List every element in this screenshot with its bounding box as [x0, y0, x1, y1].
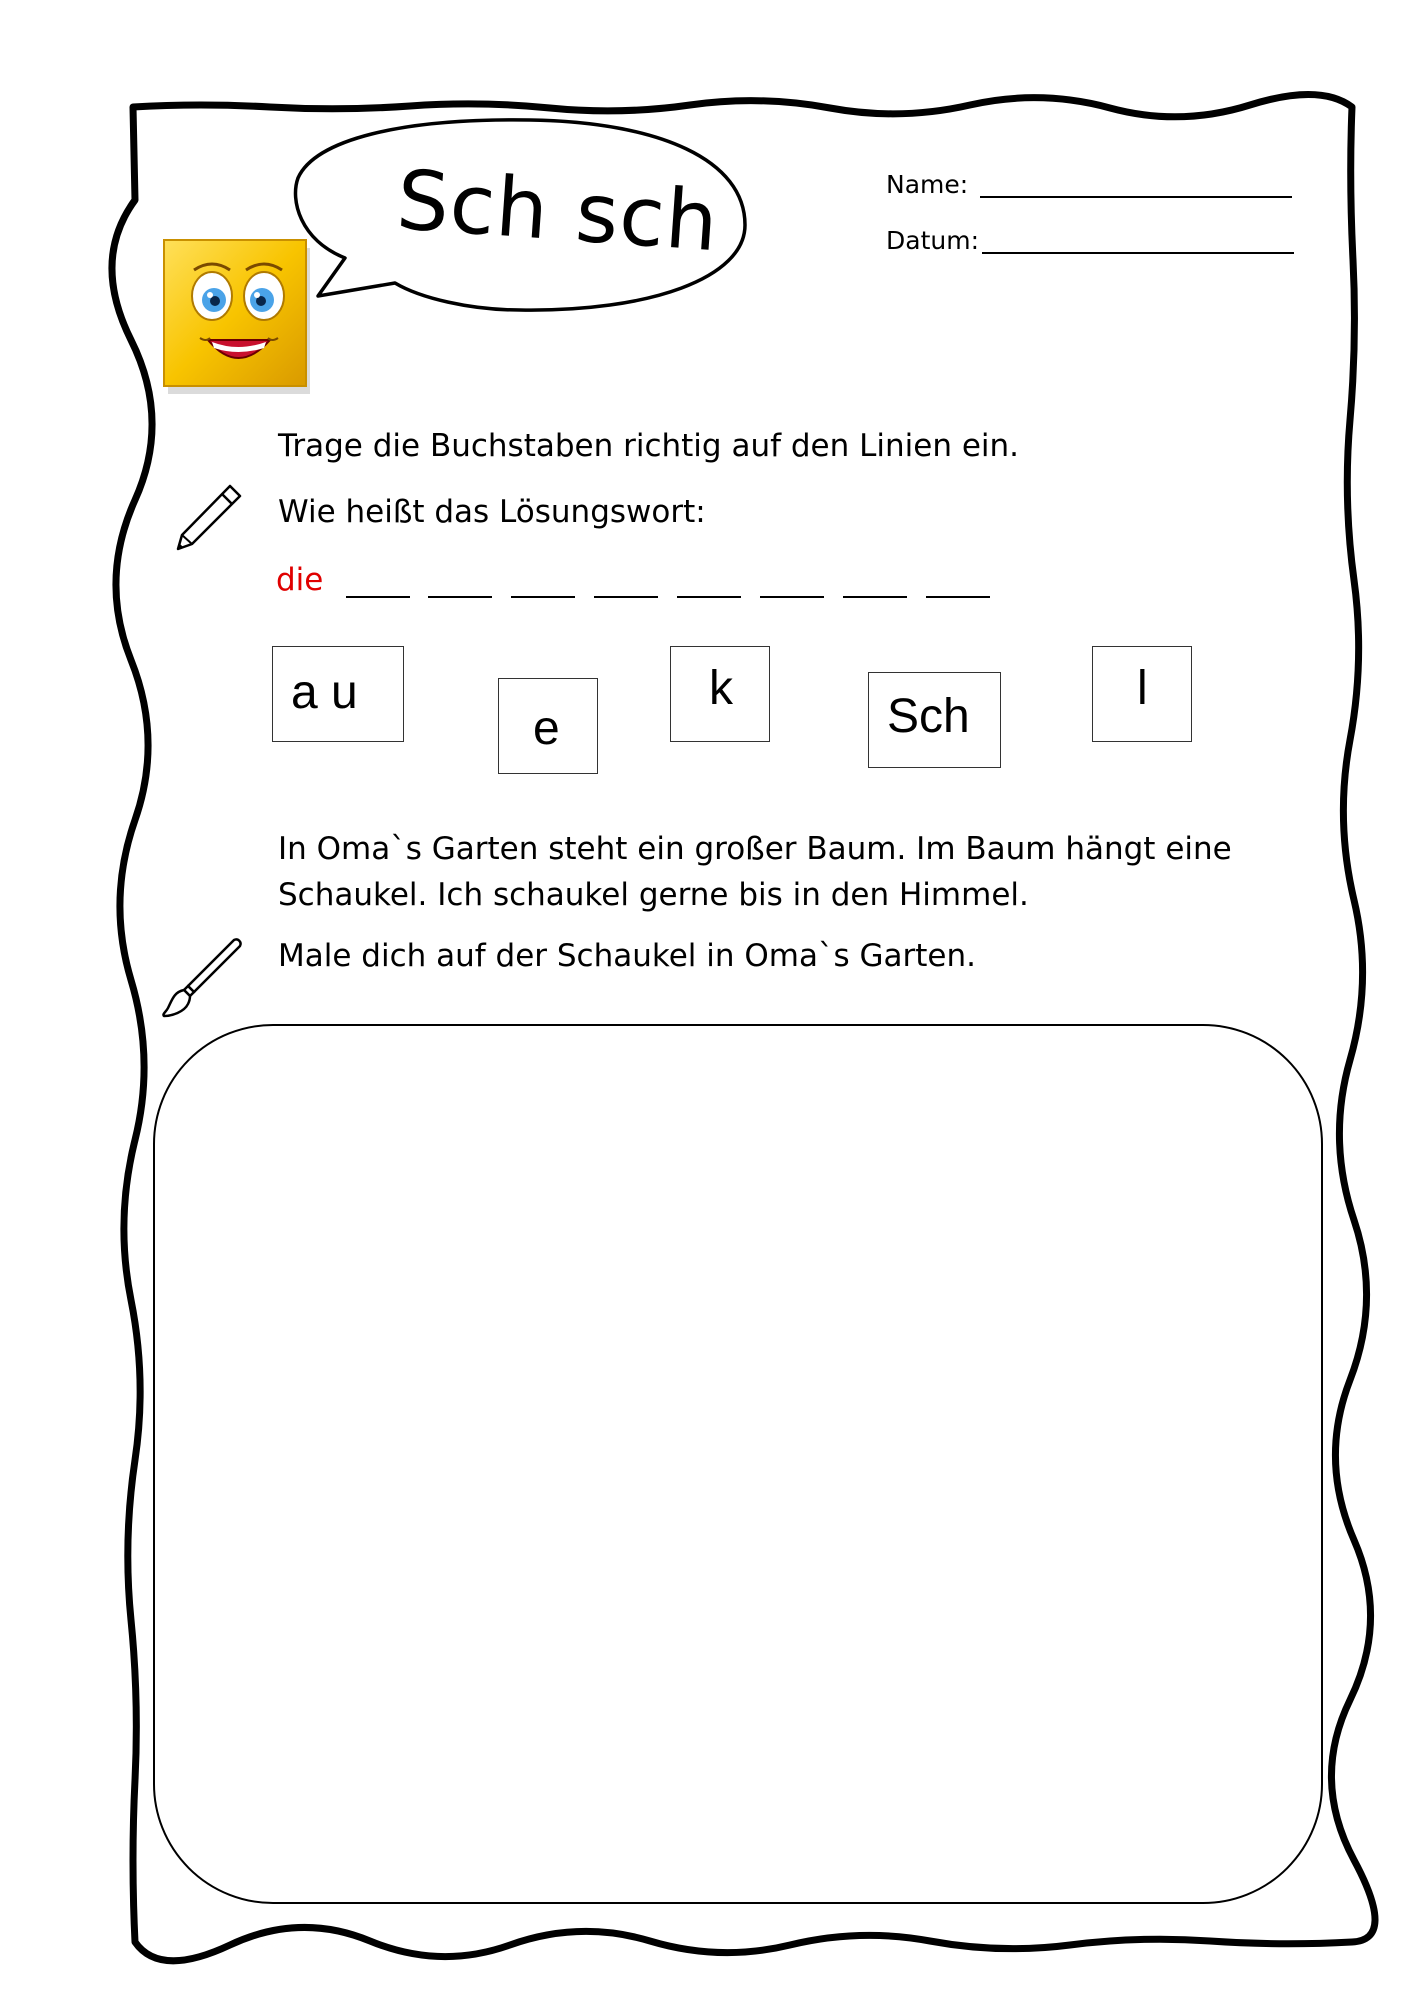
letter-tile-text: Sch — [887, 690, 970, 743]
name-label: Name: — [886, 170, 969, 199]
task1-instruction: Trage die Buchstaben richtig auf den Linien ein. — [278, 428, 1020, 464]
smiley-square-icon — [160, 236, 312, 396]
answer-blank[interactable] — [346, 596, 410, 598]
story-line: In Oma`s Garten steht ein großer Baum. Im Baum hängt eine — [278, 831, 1232, 867]
date-label: Datum: — [886, 226, 979, 255]
letter-tile[interactable] — [670, 646, 770, 742]
answer-blank[interactable] — [511, 596, 575, 598]
story-text — [278, 826, 1278, 918]
name-field[interactable] — [980, 196, 1292, 198]
letter-tile[interactable] — [868, 672, 1001, 768]
letter-tile[interactable] — [1092, 646, 1192, 742]
letter-tile[interactable] — [272, 646, 404, 742]
letter-tile-text: k — [709, 662, 733, 715]
answer-blank[interactable] — [843, 596, 907, 598]
letter-tile-text: a u — [291, 666, 358, 719]
drawing-area[interactable] — [153, 1024, 1323, 1904]
answer-blank[interactable] — [677, 596, 741, 598]
answer-blank[interactable] — [760, 596, 824, 598]
answer-blank[interactable] — [594, 596, 658, 598]
task1-question: Wie heißt das Lösungswort: — [278, 494, 706, 530]
answer-blank[interactable] — [428, 596, 492, 598]
paintbrush-icon — [160, 936, 244, 1018]
letter-tile-text: l — [1137, 662, 1148, 715]
answer-blank[interactable] — [926, 596, 990, 598]
pen-icon — [172, 482, 244, 554]
speech-bubble-text: Sch sch — [393, 153, 722, 271]
story-line: Schaukel. Ich schaukel gerne bis in den Himmel. — [278, 877, 1029, 913]
letter-tile-text: e — [533, 702, 560, 755]
letter-tile[interactable] — [498, 678, 598, 774]
solution-prefix: die — [276, 562, 324, 598]
task2-instruction: Male dich auf der Schaukel in Oma`s Garten. — [278, 938, 976, 974]
date-field[interactable] — [982, 252, 1294, 254]
